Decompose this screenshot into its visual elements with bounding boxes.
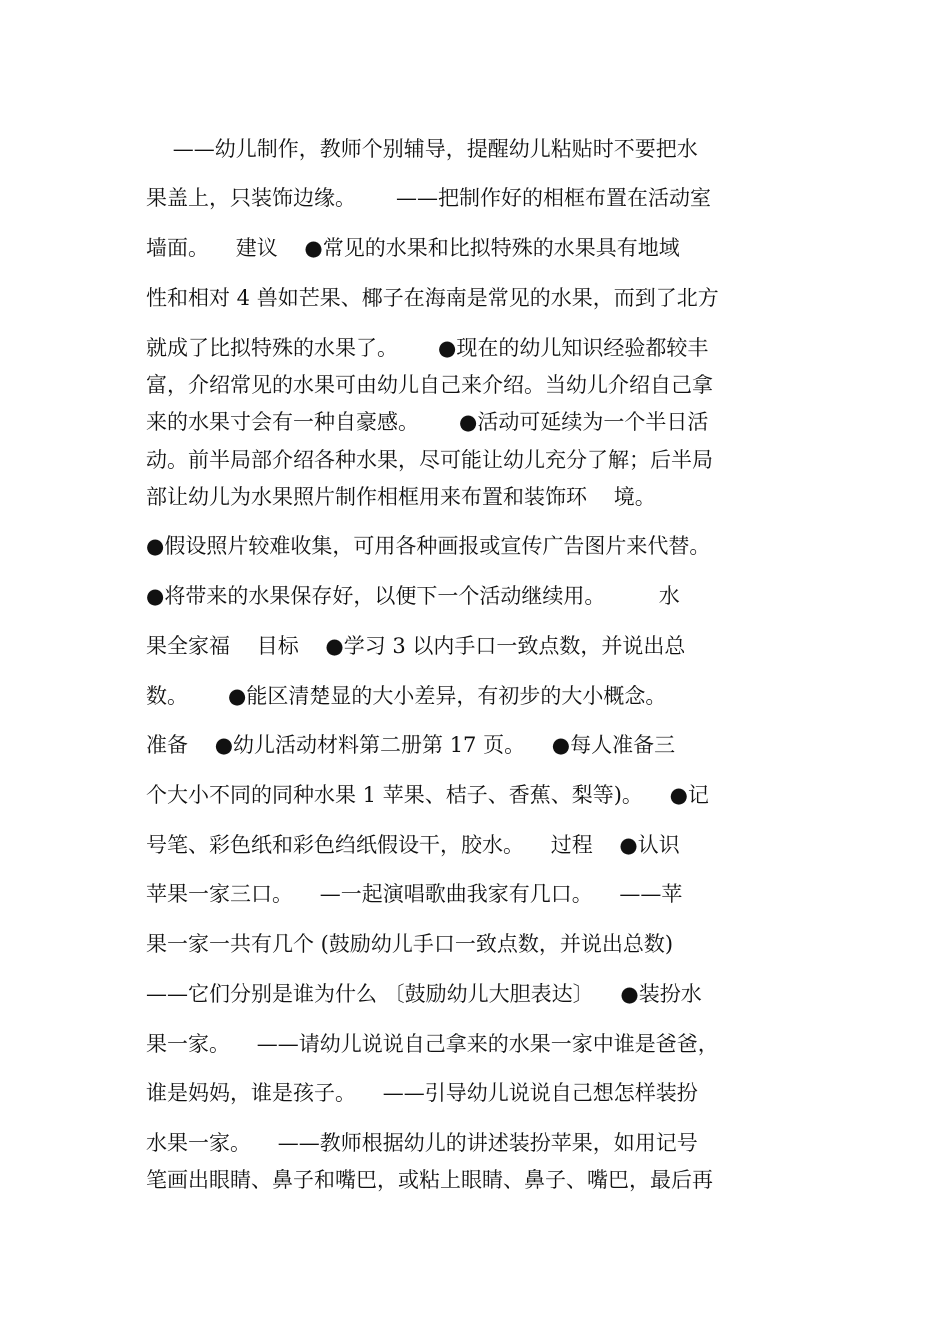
- text-line-14: 准备 ●幼儿活动材料第二册第 17 页。 ●每人准备三: [146, 733, 676, 757]
- text-line-18: 果一家一共有几个 (鼓励幼儿手口一致点数，并说出总数): [146, 932, 674, 956]
- text-line-11: ●将带来的水果保存好，以便下一个活动继续用。 水: [146, 584, 680, 608]
- text-line-19: ——它们分别是谁为什么 〔鼓励幼儿大胆表达〕 ●装扮水: [146, 982, 702, 1006]
- text-line-20: 果一家。 ——请幼儿说说自己拿来的水果一家中谁是爸爸，: [146, 1032, 719, 1056]
- text-line-13: 数。 ●能区清楚显的大小差异，有初步的大小概念。: [146, 684, 667, 708]
- text-line-12: 果全家福 目标 ●学习 3 以内手口一致点数，并说出总: [146, 634, 686, 658]
- text-line-3: 墙面。 建议 ●常见的水果和比拟特殊的水果具有地域: [146, 236, 680, 260]
- text-line-16: 号笔、彩色纸和彩色绉纸假设干，胶水。 过程 ●认识: [146, 833, 680, 857]
- text-line-8: 动。前半局部介绍各种水果，尽可能让幼儿充分了解；后半局: [146, 448, 713, 472]
- text-line-23: 笔画出眼睛、鼻子和嘴巴，或粘上眼睛、鼻子、嘴巴，最后再: [146, 1168, 713, 1192]
- text-line-15: 个大小不同的同种水果 1 苹果、桔子、香蕉、梨等)。 ●记: [146, 783, 709, 807]
- text-line-2: 果盖上，只装饰边缘。 ——把制作好的相框布置在活动室: [146, 186, 712, 210]
- text-line-21: 谁是妈妈，谁是孩子。 ——引导幼儿说说自己想怎样装扮: [146, 1081, 698, 1105]
- text-line-9: 部让幼儿为水果照片制作相框用来布置和装饰环 境。: [146, 485, 656, 509]
- text-line-7: 来的水果寸会有一种自豪感。 ●活动可延续为一个半日活: [146, 410, 709, 434]
- text-line-1: ——幼儿制作，教师个别辅导，提醒幼儿粘贴时不要把水: [146, 137, 698, 161]
- text-line-4: 性和相对 4 兽如芒果、椰子在海南是常见的水果，而到了北方: [146, 286, 719, 310]
- text-line-6: 富，介绍常见的水果可由幼儿自己来介绍。当幼儿介绍自己拿: [146, 373, 713, 397]
- text-line-10: ●假设照片较难收集，可用各种画报或宣传广告图片来代替。: [146, 534, 711, 558]
- text-line-17: 苹果一家三口。 —一起演唱歌曲我家有几口。 ——苹: [146, 882, 683, 906]
- text-line-22: 水果一家。 ——教师根据幼儿的讲述装扮苹果，如用记号: [146, 1131, 698, 1155]
- text-line-5: 就成了比拟特殊的水果了。 ●现在的幼儿知识经验都较丰: [146, 336, 709, 360]
